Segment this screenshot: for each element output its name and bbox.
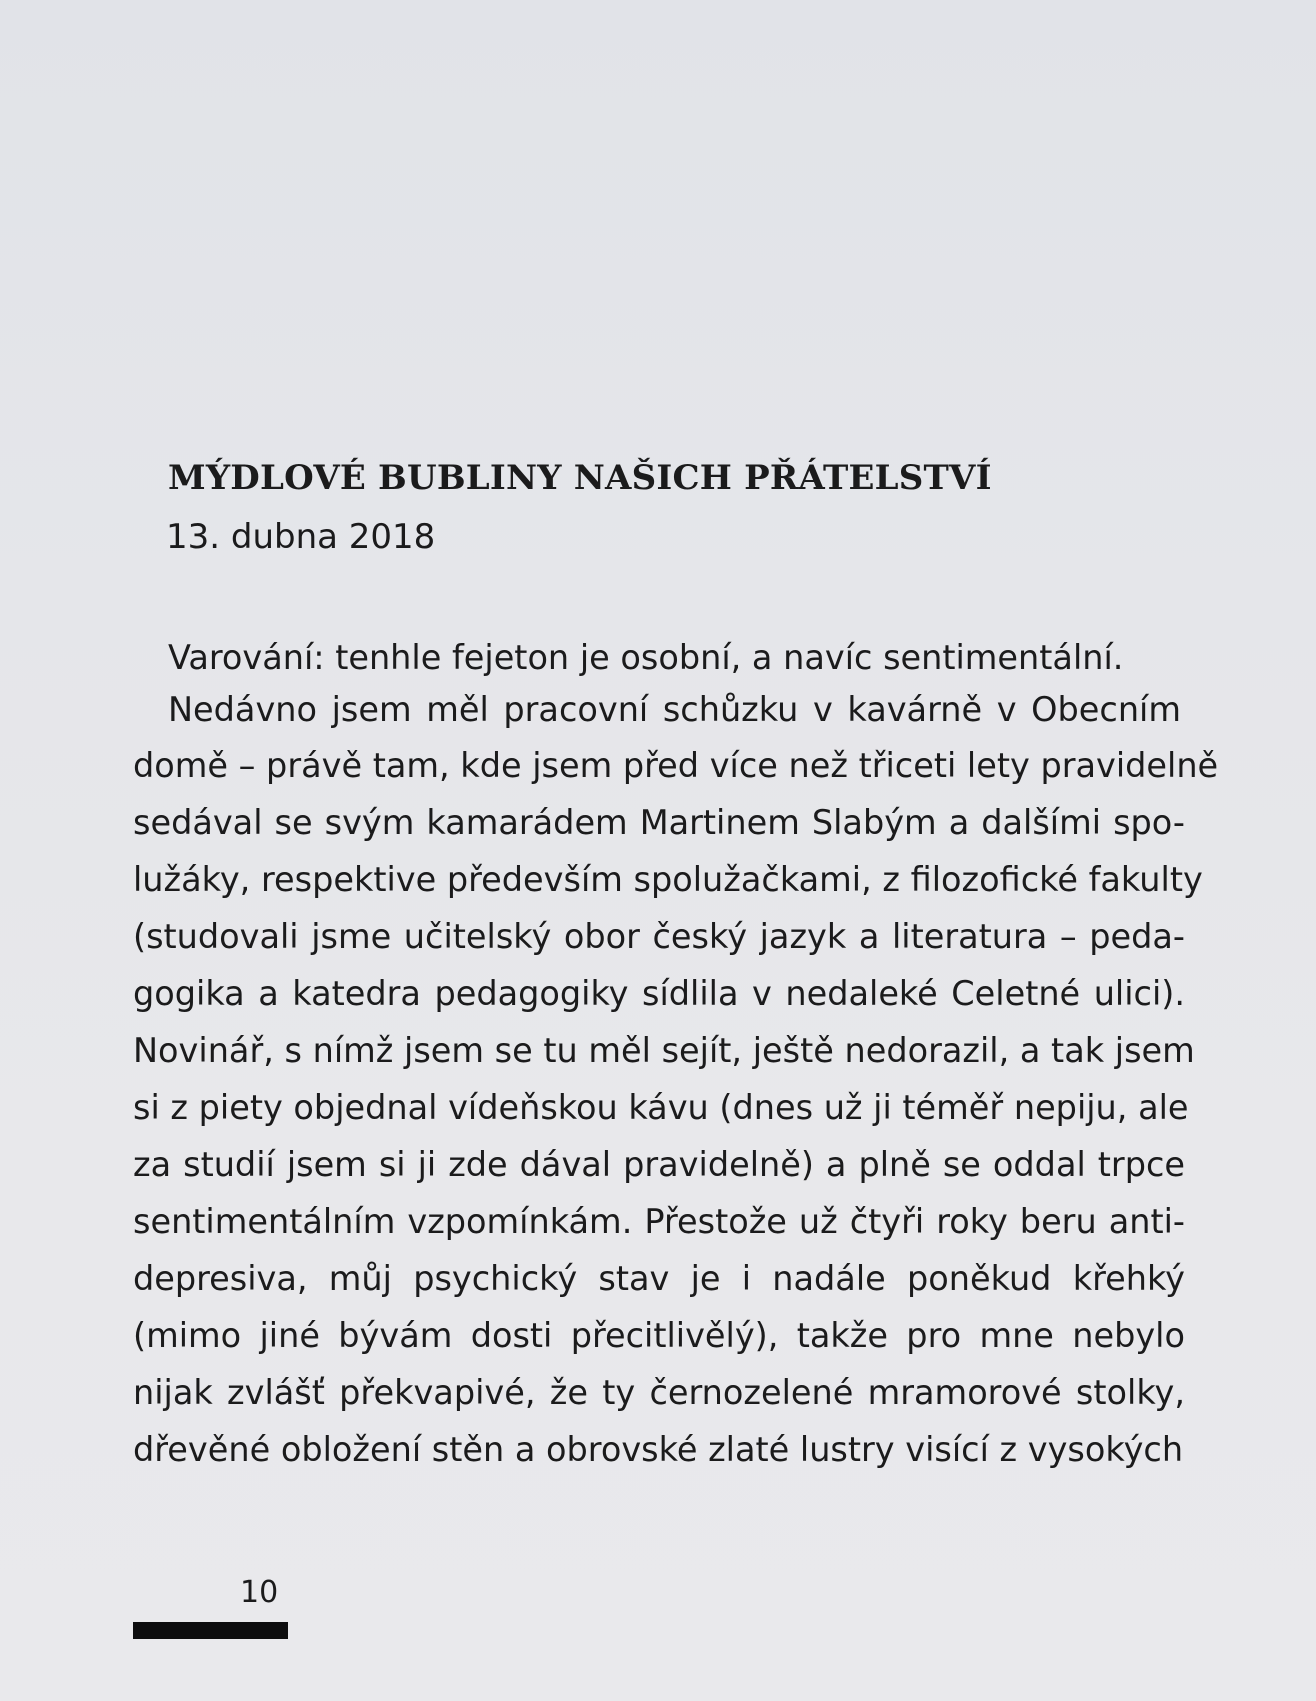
body-line: sentimentálním vzpomínkám. Přestože už čtyři roky beru anti-: [133, 1202, 1185, 1241]
body-line: lužáky, respektive především spolužačkami, z filozofické fakulty: [133, 860, 1203, 899]
body-line: si z piety objednal vídeňskou kávu (dnes už ji téměř nepiju, ale: [133, 1088, 1189, 1127]
body-line: depresiva, můj psychický stav je i nadále poněkud křehký: [133, 1259, 1185, 1298]
page-number-bar: [133, 1622, 288, 1639]
body-line: za studií jsem si ji zde dával pravidelně) a plně se oddal trpce: [133, 1145, 1185, 1184]
body-line: dřevěné obložení stěn a obrovské zlaté lustry visící z vysokých: [133, 1430, 1184, 1469]
body-line: Novinář, s nímž jsem se tu měl sejít, ještě nedorazil, a tak jsem: [133, 1031, 1195, 1070]
body-line: (mimo jiné bývám dosti přecitlivělý), takže pro mne nebylo: [133, 1316, 1185, 1355]
chapter-title: MÝDLOVÉ BUBLINY NAŠICH PŘÁTELSTVÍ: [168, 458, 992, 498]
body-line: nijak zvlášť překvapivé, že ty černozelené mramorové stolky,: [133, 1373, 1185, 1412]
body-line: (studovali jsme učitelský obor český jazyk a literatura – peda-: [133, 917, 1185, 956]
body-line: Nedávno jsem měl pracovní schůzku v kavárně v Obecním: [168, 690, 1181, 729]
body-line: sedával se svým kamarádem Martinem Slabým a dalšími spo-: [133, 803, 1185, 842]
chapter-date: 13. dubna 2018: [166, 517, 436, 557]
body-line: gogika a katedra pedagogiky sídlila v nedaleké Celetné ulici).: [133, 974, 1185, 1013]
body-line: Varování: tenhle fejeton je osobní, a navíc sentimentální.: [168, 638, 1124, 677]
page-number: 10: [240, 1575, 279, 1610]
body-line: domě – právě tam, kde jsem před více než třiceti lety pravidelně: [133, 746, 1219, 785]
